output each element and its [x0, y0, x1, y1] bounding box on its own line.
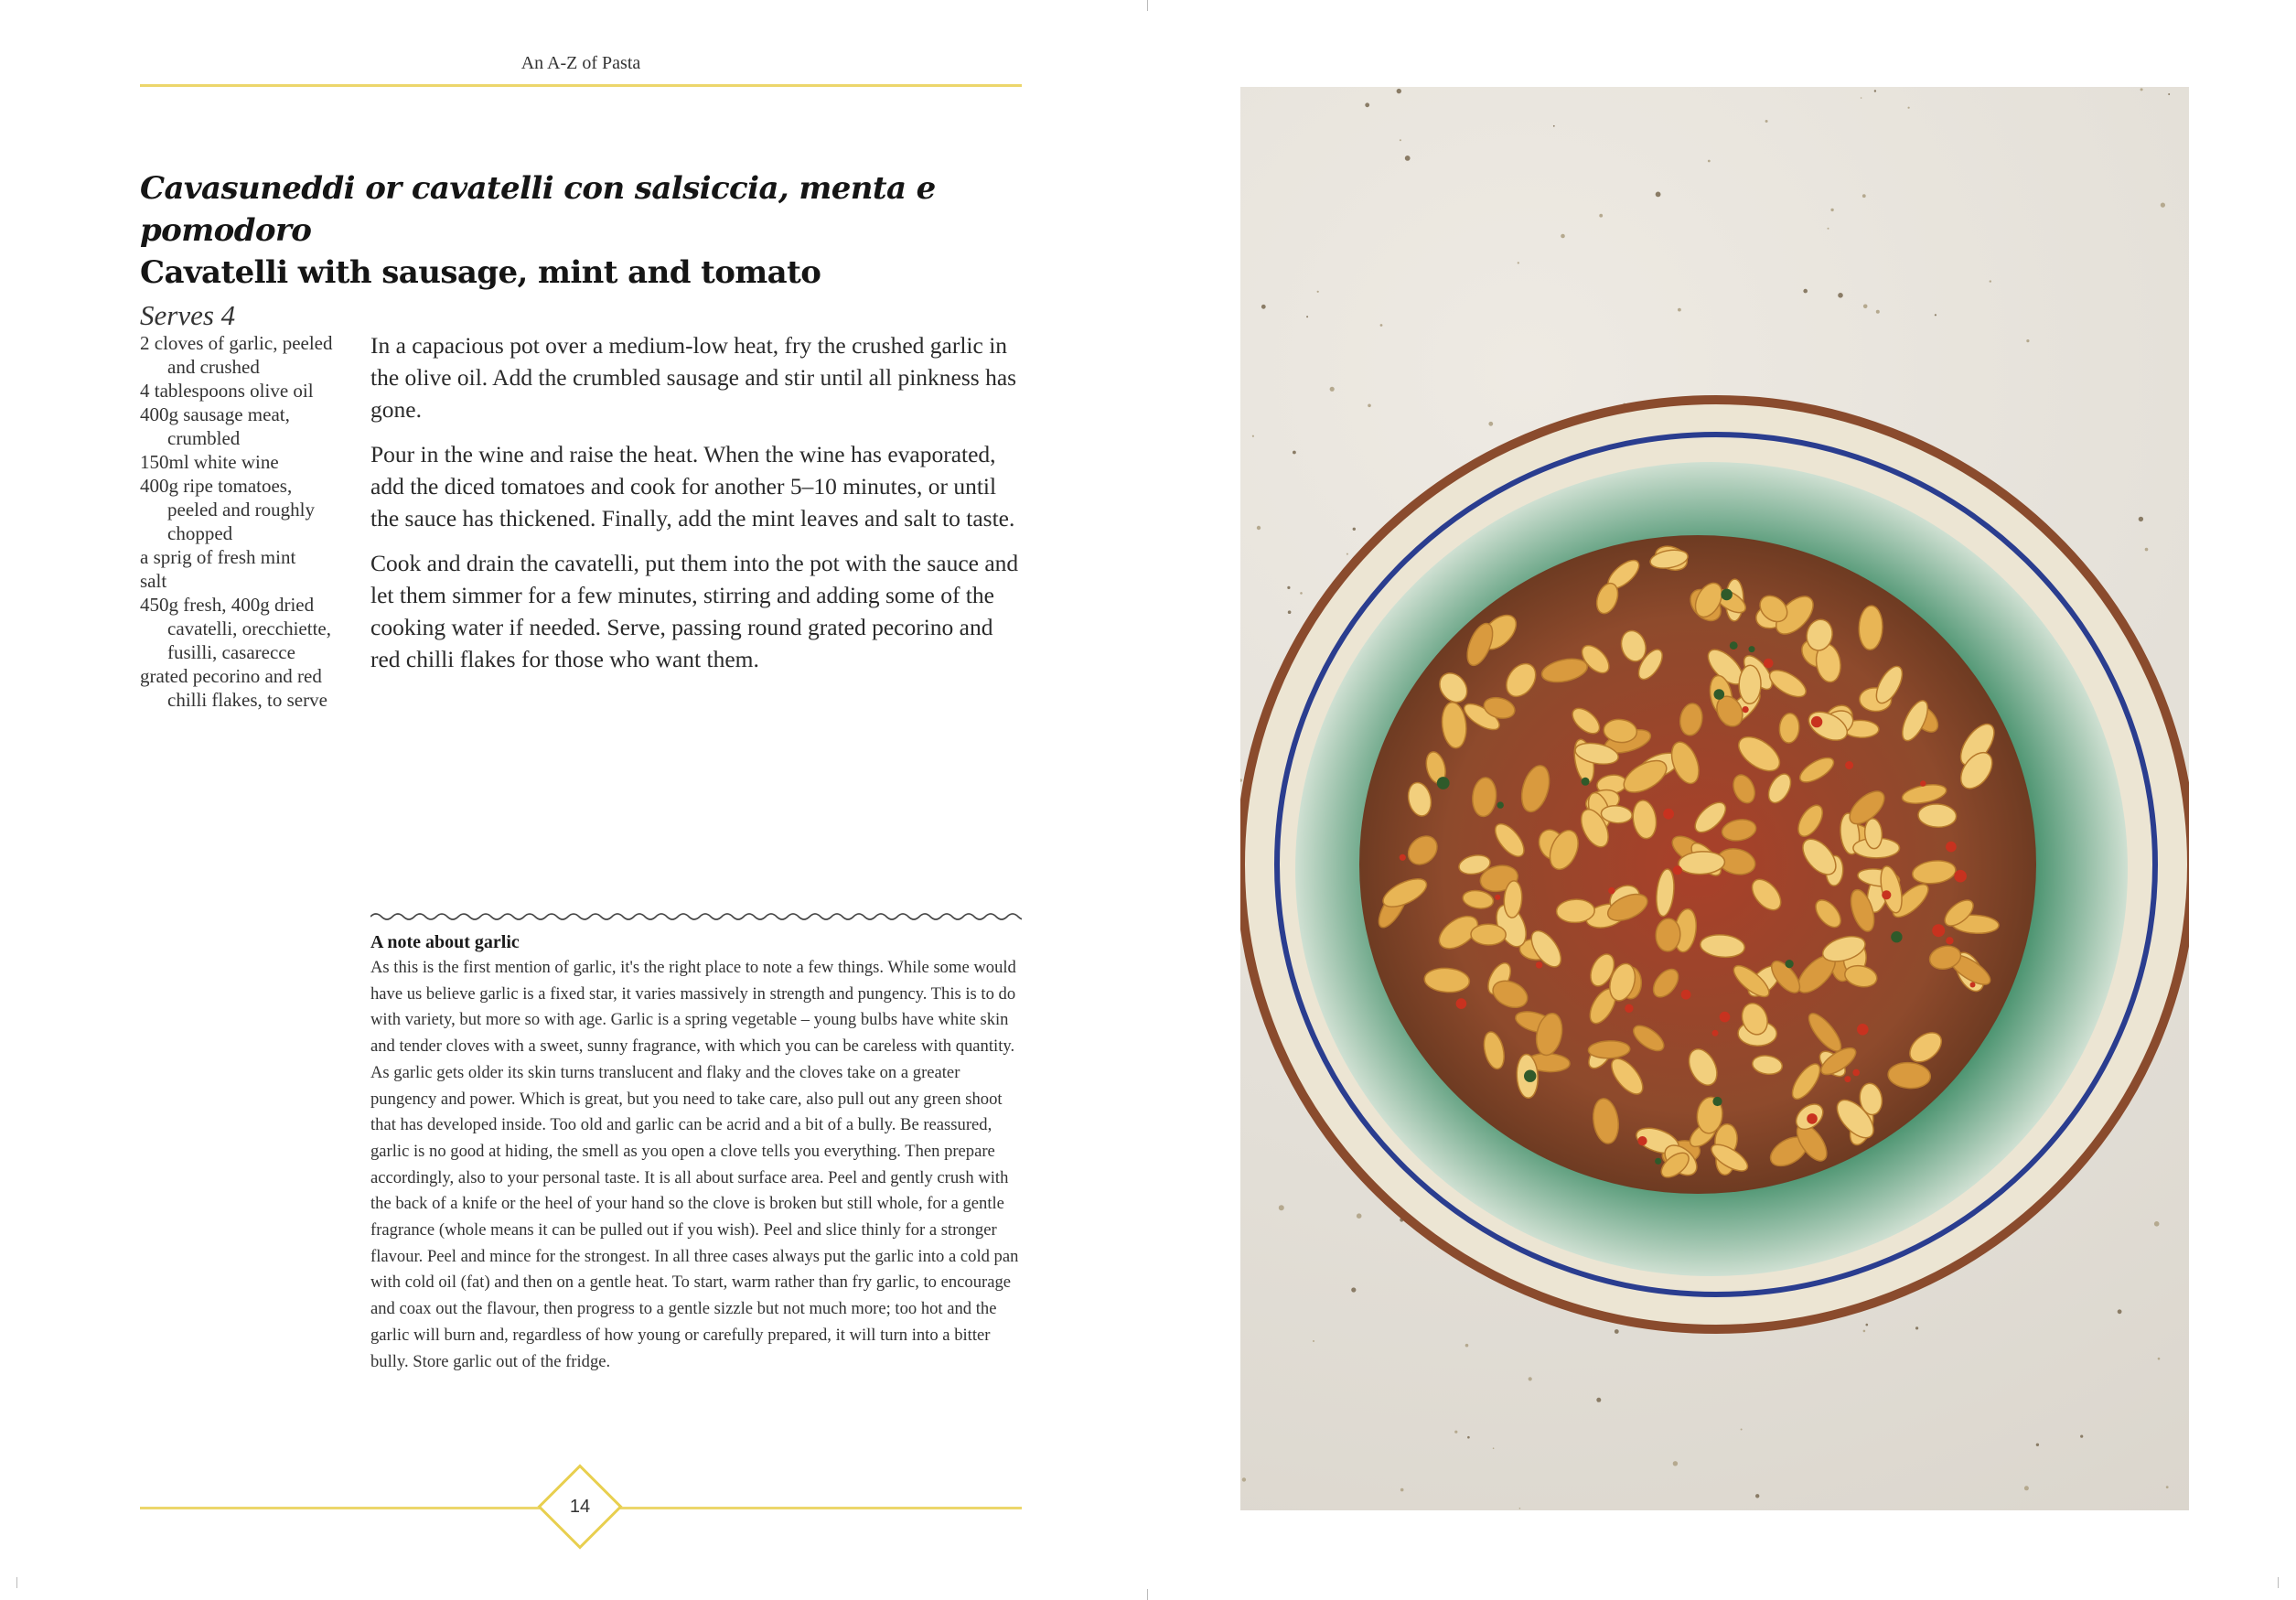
ingredient-item: grated pecorino and red chilli flakes, to serve: [140, 665, 327, 711]
mint-leaf-fleck: [1743, 706, 1749, 713]
note-title: A note about garlic: [370, 932, 520, 952]
stone-speck: [1518, 262, 1519, 263]
stone-speck: [1915, 1326, 1918, 1329]
footer-rule-right: [605, 1507, 1022, 1509]
footer-rule-left: [140, 1507, 555, 1509]
ingredient-item: 400g sausage meat, crumbled: [140, 403, 290, 449]
tomato-fleck: [1497, 801, 1504, 808]
stone-speck: [1673, 1461, 1678, 1466]
stone-speck: [1866, 1324, 1869, 1326]
cavatello-piece: [1471, 924, 1507, 945]
mint-leaf-fleck: [1437, 777, 1450, 789]
stone-speck: [1242, 1477, 1246, 1481]
stone-speck: [1656, 192, 1661, 198]
mint-leaf-fleck: [1845, 761, 1853, 769]
stone-speck: [1488, 422, 1493, 426]
stone-speck: [1380, 324, 1383, 327]
crop-mark: [1147, 1589, 1148, 1600]
cavatello-piece: [1556, 898, 1594, 923]
tomato-fleck: [1673, 865, 1682, 875]
stone-speck: [1935, 314, 1937, 316]
ingredient-item: a sprig of fresh mint: [140, 546, 296, 568]
pasta-bowl-illustration: [1240, 87, 2189, 1510]
stone-speck: [1529, 1377, 1532, 1380]
stone-speck: [1765, 120, 1768, 123]
stone-speck: [1863, 1330, 1866, 1333]
ingredient-item: 150ml white wine: [140, 451, 279, 473]
stone-speck: [1828, 228, 1829, 230]
stone-speck: [1257, 526, 1261, 530]
tomato-fleck: [1681, 990, 1691, 1000]
garlic-note: [370, 929, 1022, 1375]
recipe-serves: Serves 4: [140, 299, 236, 331]
mint-leaf-fleck: [1764, 659, 1774, 669]
ingredient-item: 2 cloves of garlic, peeled and crushed: [140, 332, 333, 378]
note-body: As this is the first mention of garlic, it's the right place to note a few things. While some would have us believe garlic is a fixed star, it varies massively in strength and pungency. This is to do with variety, but more so with age. Garlic is a spring vegetable – young bulbs have white skin and tender cloves with a sweet, sunny fragrance, with which you can be careless with quantity. As garlic gets older its skin turns translucent and flaky and the cloves take on a greater pungency and power. Which is great, but you need to take care, also pull out any green shoot that has developed inside. Too old and garlic can be acrid and a bit of a bully. Be reassured, garlic is no good at hiding, the smell as you open a clove tells you everything. Then prepare accordingly, also to your personal taste. It is all about surface area. Peel and gently crush with the back of a knife or the heel of your hand so the clove is broken but still whole, for a gentle fragrance (whole means it can be pulled out if you wish). Peel and slice thinly for a stronger flavour. Peel and mince for the strongest. In all three cases always put the garlic into a cold pan with cold oil (fat) and then on a gentle heat. To start, warm rather than fry garlic, to encourage and coax out the flavour, then progress to a gentle sizzle but not much more; too hot and the garlic will burn and, regardless of how young or carefully prepared, it will turn into a bitter bully. Store garlic out of the fridge.: [370, 958, 1019, 1371]
stone-speck: [1240, 779, 1242, 782]
stone-speck: [1293, 451, 1296, 455]
stone-speck: [1330, 387, 1335, 392]
mint-leaf-fleck: [1714, 689, 1725, 700]
stone-speck: [1365, 102, 1369, 107]
mint-leaf-fleck: [1970, 983, 1976, 988]
mint-leaf-fleck: [1456, 998, 1467, 1009]
header-rule: [140, 84, 1022, 87]
stone-speck: [2036, 1444, 2039, 1446]
stone-speck: [1405, 156, 1411, 161]
tomato-fleck: [1786, 960, 1794, 968]
stone-speck: [1454, 1431, 1457, 1434]
ingredient-item: 400g ripe tomatoes, peeled and roughly chopped: [140, 475, 315, 544]
ingredient-item: 4 tablespoons olive oil: [140, 380, 314, 402]
mint-leaf-fleck: [1655, 1158, 1661, 1165]
stone-speck: [1493, 1447, 1495, 1449]
mint-leaf-fleck: [1721, 589, 1733, 601]
method-text: [370, 329, 1025, 688]
tomato-fleck: [1495, 895, 1500, 900]
tomato-fleck: [1400, 854, 1406, 861]
dish-photo: [1240, 87, 2189, 1510]
stone-speck: [1596, 1398, 1601, 1402]
stone-speck: [2154, 1221, 2160, 1227]
method-step: In a capacious pot over a medium-low heat, fry the crushed garlic in the olive oil. Add the crumbled sausage and stir until all pinkness has gone.: [370, 332, 1017, 423]
stone-speck: [1861, 97, 1862, 99]
tomato-fleck: [1891, 931, 1902, 942]
stone-speck: [1519, 1508, 1521, 1509]
mint-leaf-fleck: [1637, 1136, 1647, 1145]
mint-leaf-fleck: [1730, 641, 1738, 650]
stone-speck: [1306, 316, 1308, 317]
stone-speck: [1300, 592, 1303, 595]
recipe-title-english: Cavatelli with sausage, mint and tomato: [140, 254, 821, 291]
stone-speck: [2145, 548, 2149, 552]
stone-speck: [1279, 1205, 1284, 1210]
stone-speck: [1368, 404, 1371, 408]
tomato-fleck: [1954, 870, 1967, 883]
stone-speck: [1357, 1213, 1362, 1219]
stone-speck: [2024, 1486, 2029, 1490]
stone-speck: [1908, 107, 1910, 109]
stone-speck: [2158, 1358, 2161, 1360]
stone-speck: [2161, 203, 2165, 208]
mint-leaf-fleck: [1882, 890, 1891, 899]
tomato-fleck: [1749, 646, 1755, 652]
method-step: Cook and drain the cavatelli, put them into the pot with the sauce and let them simmer for a few minutes, stirring and adding some of the cooking water if needed. Serve, passing round grated pecorino and red chilli flakes for those who want them.: [370, 550, 1019, 672]
mint-leaf-fleck: [1844, 1076, 1851, 1082]
stone-speck: [1317, 291, 1319, 293]
stone-speck: [1553, 125, 1555, 127]
stone-speck: [2118, 1309, 2122, 1314]
running-head: An A-Z of Pasta: [520, 53, 641, 73]
ingredient-item: salt: [140, 570, 167, 592]
stone-speck: [1261, 305, 1266, 309]
stone-speck: [2168, 93, 2170, 95]
wavy-divider: [370, 910, 1022, 923]
mint-leaf-fleck: [1852, 1069, 1860, 1077]
stone-speck: [1803, 289, 1808, 294]
crop-mark: [2278, 1577, 2279, 1588]
stone-speck: [1400, 1488, 1404, 1492]
tomato-fleck: [1663, 809, 1674, 820]
stone-speck: [1876, 310, 1880, 314]
stone-speck: [2026, 339, 2029, 342]
stone-speck: [1288, 610, 1292, 614]
stone-speck: [1599, 214, 1603, 218]
crop-mark: [16, 1577, 17, 1588]
stone-speck: [1465, 1344, 1469, 1348]
method-step: Pour in the wine and raise the heat. When the wine has evaporated, add the diced tomatoes and cook for another 5–10 minutes, or until the sauce has thickened. Finally, add the mint leaves and salt to taste.: [370, 441, 1015, 532]
stone-speck: [2080, 1435, 2083, 1438]
stone-speck: [1353, 528, 1356, 531]
tomato-fleck: [1946, 937, 1953, 944]
tomato-fleck: [1712, 1030, 1719, 1036]
cavatello-piece: [1739, 665, 1762, 703]
stone-speck: [1741, 1429, 1743, 1431]
mint-leaf-fleck: [1946, 842, 1957, 853]
page-number: 14: [569, 1497, 591, 1517]
stone-speck: [1830, 209, 1833, 211]
mint-leaf-fleck: [1524, 1070, 1536, 1082]
tomato-fleck: [1811, 716, 1822, 727]
stone-speck: [2140, 88, 2143, 91]
stone-speck: [2139, 517, 2143, 521]
stone-speck: [1346, 553, 1348, 555]
mint-leaf-fleck: [1608, 887, 1615, 894]
stone-speck: [1755, 1494, 1759, 1498]
recipe-title-italian: Cavasuneddi or cavatelli con salsiccia, menta e pomodoro: [140, 170, 936, 249]
stone-speck: [1838, 293, 1843, 298]
ingredients-list: [140, 331, 337, 712]
crop-mark: [1147, 0, 1148, 11]
mint-leaf-fleck: [1582, 778, 1590, 786]
stone-speck: [1708, 160, 1711, 163]
stone-speck: [1862, 194, 1866, 198]
stone-speck: [1252, 435, 1254, 437]
tomato-fleck: [1720, 1012, 1731, 1023]
stone-speck: [1400, 139, 1401, 141]
stone-speck: [1863, 305, 1868, 309]
ingredient-item: 450g fresh, 400g dried cavatelli, orecchiette, fusilli, casarecce: [140, 594, 331, 663]
stone-speck: [1561, 234, 1565, 239]
tomato-fleck: [1807, 1113, 1818, 1124]
tomato-fleck: [1712, 1097, 1722, 1106]
stone-speck: [1990, 280, 1991, 282]
mint-leaf-fleck: [1932, 924, 1945, 937]
stone-speck: [1351, 1287, 1356, 1292]
recipe-title-block: [140, 167, 1022, 336]
stone-speck: [1467, 1436, 1470, 1439]
stone-speck: [1615, 1329, 1619, 1334]
mint-leaf-fleck: [1857, 1024, 1869, 1036]
stone-speck: [1678, 308, 1681, 312]
stone-speck: [1287, 586, 1290, 589]
stone-speck: [1397, 89, 1401, 93]
stone-speck: [1874, 90, 1876, 91]
stone-speck: [2166, 1486, 2169, 1488]
tomato-fleck: [1920, 780, 1926, 786]
mint-leaf-fleck: [1536, 961, 1542, 968]
stone-speck: [1313, 1340, 1314, 1342]
tomato-fleck: [1625, 1004, 1633, 1013]
